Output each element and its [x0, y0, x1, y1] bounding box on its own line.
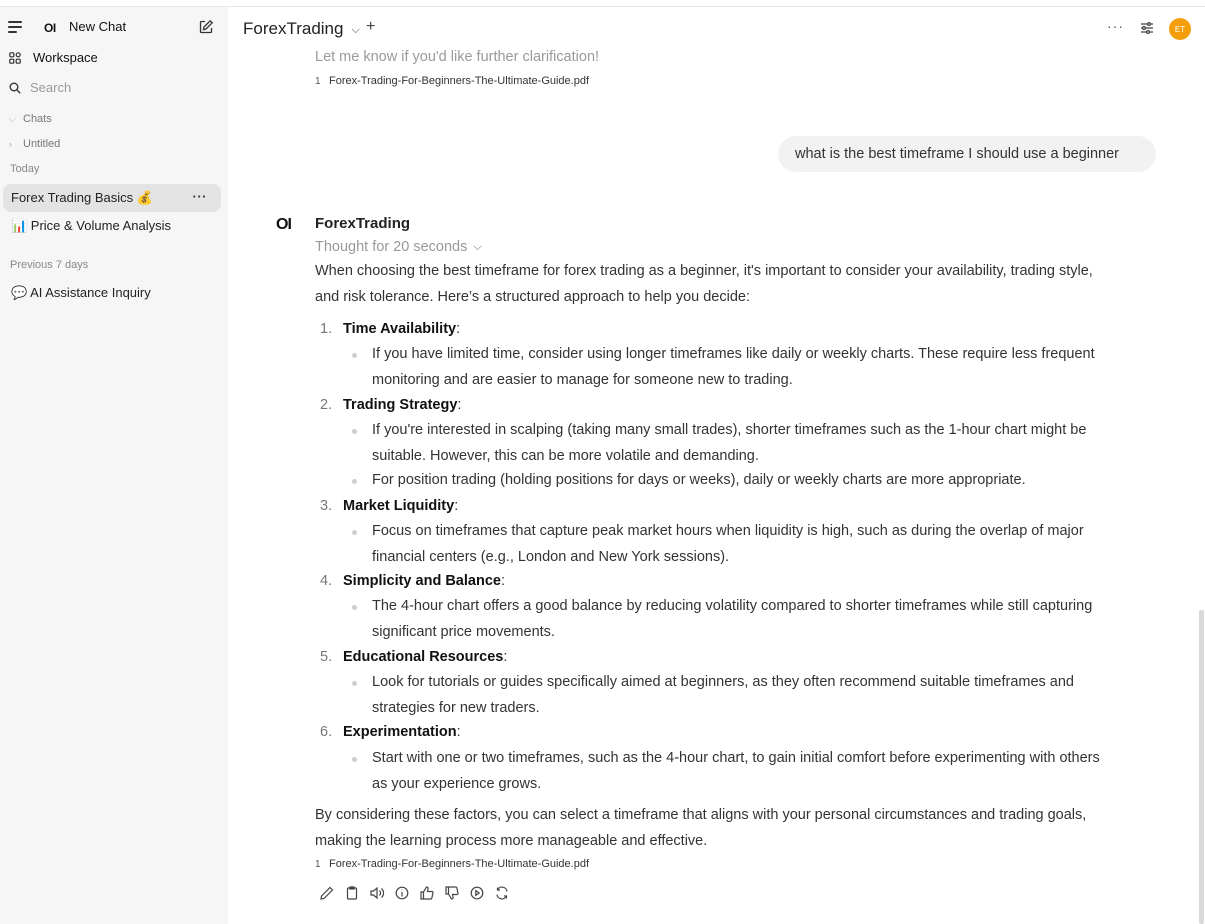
chat-item-label: 💬 AI Assistance Inquiry [11, 285, 151, 300]
folder-untitled[interactable] [9, 138, 60, 150]
list-item-heading: 4. Simplicity and Balance: [320, 573, 505, 589]
chat-item-label: 📊 Price & Volume Analysis [11, 218, 171, 233]
item-number: 6. [320, 724, 333, 740]
thumbs-down-icon[interactable] [444, 885, 460, 901]
conclusion-paragraph [315, 803, 1160, 854]
bullet-line: as your experience grows. [372, 775, 542, 792]
bullet-line: Focus on timeframes that capture peak market hours when liquidity is high, such as during the overlap of major [372, 523, 1084, 539]
conclusion-line: By considering these factors, you can select a timeframe that aligns with your personal circumstances and trading goals, [315, 807, 1087, 823]
new-chat-button[interactable]: New Chat [69, 19, 127, 34]
copy-icon[interactable] [344, 885, 360, 901]
search-icon [9, 82, 21, 94]
list-bullet [352, 468, 1152, 494]
list-item-heading: 1. Time Availability: [320, 321, 461, 337]
item-number: 2. [320, 397, 333, 413]
intro-line: and risk tolerance. Here’s a structured approach to help you decide: [315, 288, 750, 305]
info-icon[interactable] [394, 885, 410, 901]
regenerate-icon[interactable] [494, 885, 510, 901]
list-bullet [352, 342, 1152, 393]
bot-name: ForexTrading [315, 215, 411, 232]
thumbs-up-icon[interactable] [419, 885, 435, 901]
sidebar [0, 7, 228, 924]
bullet-line: Look for tutorials or guides specifically aimed at beginners, as they often recommend suitable timeframes and [372, 674, 1074, 690]
workspace-link[interactable]: Workspace [33, 50, 98, 65]
bullet-line: monitoring and are easier to manage for someone new to trading. [372, 371, 793, 388]
menu-icon[interactable] [8, 21, 22, 33]
controls-icon[interactable] [1140, 21, 1154, 35]
list-item-heading: 3. Market Liquidity: [320, 498, 459, 514]
bullet-line: financial centers (e.g., London and New York sessions). [372, 548, 730, 565]
bullet-line: If you have limited time, consider using longer timeframes like daily or weekly charts. These require less frequent [372, 346, 1095, 362]
list-bullet [352, 746, 1152, 797]
chat-item-label: Forex Trading Basics 💰 [11, 190, 153, 205]
item-title: Simplicity and Balance [343, 573, 501, 589]
item-title: Educational Resources [343, 649, 504, 665]
bullet-line: strategies for new traders. [372, 699, 540, 716]
search-input[interactable] [30, 80, 210, 95]
bullet-line: significant price movements. [372, 623, 555, 640]
user-avatar[interactable]: ET [1169, 18, 1191, 40]
more-options-icon[interactable]: ··· [1107, 18, 1124, 34]
source-citation[interactable] [315, 858, 589, 870]
list-bullet [352, 594, 1152, 645]
source-citation[interactable] [315, 75, 589, 87]
list-bullet [352, 418, 1152, 469]
chevron-down-icon: ⌵ [351, 23, 360, 36]
add-model-button[interactable]: + [366, 18, 376, 35]
edit-icon[interactable] [319, 885, 335, 901]
section-previous-7-days: Previous 7 days [10, 259, 89, 271]
source-filename: Forex-Trading-For-Beginners-The-Ultimate-Guide.pdf [329, 75, 590, 87]
intro-paragraph [315, 259, 1160, 310]
message-actions [319, 885, 510, 901]
list-bullet [352, 670, 1152, 721]
chevron-down-icon: ⌵ [9, 113, 16, 124]
section-today: Today [10, 163, 40, 175]
chat-options-icon[interactable]: ··· [192, 189, 207, 204]
bullet-line: If you're interested in scalping (taking many small trades), shorter timeframes such as the 1-hour chart might be [372, 422, 1087, 438]
list-item-heading: 6. Experimentation: [320, 724, 461, 740]
chevron-right-icon: › [9, 139, 12, 149]
model-name: ForexTrading [243, 19, 344, 38]
item-number: 1. [320, 321, 333, 337]
list-item-heading: 2. Trading Strategy: [320, 397, 462, 413]
item-title: Trading Strategy [343, 397, 458, 413]
list-item-heading: 5. Educational Resources: [320, 649, 508, 665]
source-number: 1 [315, 858, 321, 870]
source-number: 1 [315, 75, 321, 87]
intro-line: When choosing the best timeframe for forex trading as a beginner, it's important to consider your availability, trading style, [315, 263, 1093, 279]
item-number: 5. [320, 649, 333, 665]
speaker-icon[interactable] [369, 885, 385, 901]
app-logo: OI [44, 21, 56, 35]
chevron-down-icon: ⌵ [473, 240, 482, 253]
compose-icon[interactable] [198, 19, 214, 35]
bot-avatar: OI [276, 216, 291, 233]
bullet-line: Start with one or two timeframes, such as the 4-hour chart, to gain initial comfort before experimenting with others [372, 750, 1100, 766]
item-title: Market Liquidity [343, 498, 455, 514]
thought-label: Thought for 20 seconds [315, 239, 468, 255]
bullet-line: For position trading (holding positions for days or weeks), daily or weekly charts are more appropriate. [372, 472, 1026, 488]
chat-item-ai-assistance[interactable] [3, 279, 221, 307]
chat-item-forex-basics[interactable] [3, 184, 221, 212]
item-title: Time Availability [343, 321, 457, 337]
play-icon[interactable] [469, 885, 485, 901]
item-number: 3. [320, 498, 333, 514]
source-filename: Forex-Trading-For-Beginners-The-Ultimate-Guide.pdf [329, 858, 590, 870]
model-selector[interactable] [243, 19, 360, 39]
folder-label: Untitled [23, 138, 61, 150]
previous-message-text: Let me know if you'd like further clarification! [315, 49, 600, 65]
list-bullet [352, 519, 1152, 570]
bullet-line: The 4-hour chart offers a good balance by reducing volatility compared to shorter timeframes while still capturing [372, 598, 1093, 614]
folder-chats[interactable] [9, 113, 52, 125]
folder-label: Chats [23, 113, 52, 125]
workspace-icon [9, 52, 21, 64]
bullet-line: suitable. However, this can be more volatile and demanding. [372, 447, 759, 464]
user-message: what is the best timeframe I should use a beginner [778, 136, 1156, 172]
thought-toggle[interactable] [315, 239, 482, 255]
scrollbar[interactable] [1199, 610, 1204, 924]
conclusion-line: making the learning process more manageable and effective. [315, 832, 708, 849]
chat-item-price-volume[interactable] [3, 212, 221, 240]
item-number: 4. [320, 573, 333, 589]
item-title: Experimentation [343, 724, 457, 740]
